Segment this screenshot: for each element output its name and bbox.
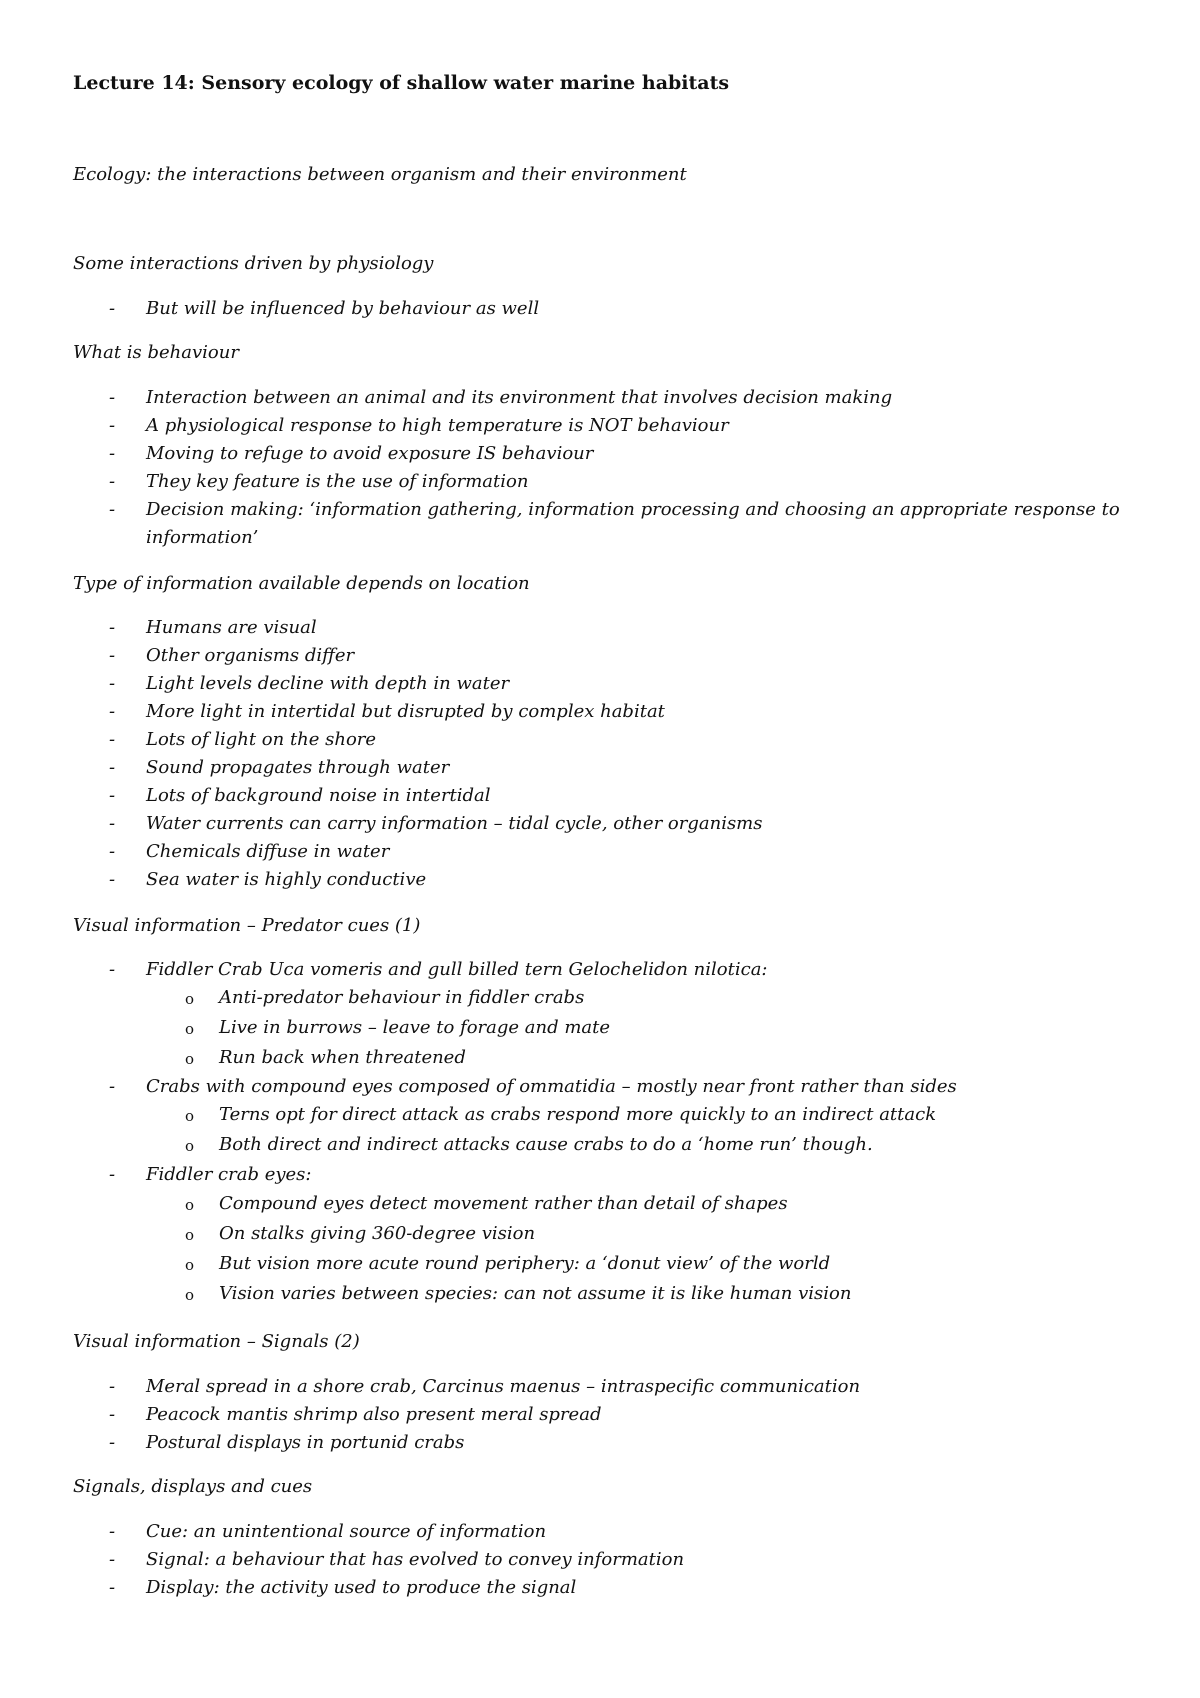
list-item: Other organisms differ [146,645,355,666]
dash-bullet: - [109,443,116,464]
circle-bullet: o [185,1226,195,1244]
circle-bullet: o [185,1137,195,1155]
dash-bullet: - [109,1376,116,1397]
circle-bullet: o [185,1020,195,1038]
list-item: Decision making: ‘information gathering, information processing and choosing an appropriate response to [146,499,1120,520]
circle-bullet: o [185,990,195,1008]
dash-bullet: - [109,757,116,778]
dash-bullet: - [109,1521,116,1542]
dash-bullet: - [109,1404,116,1425]
sub-list-item: Vision varies between species: can not assume it is like human vision [219,1283,852,1304]
dash-bullet: - [109,617,116,638]
list-item: Peacock mantis shrimp also present meral spread [146,1404,602,1425]
dash-bullet: - [109,841,116,862]
list-item: Lots of light on the shore [146,729,377,750]
dash-bullet: - [109,869,116,890]
dash-bullet: - [109,1577,116,1598]
section-heading-signals: Visual information – Signals (2) [73,1331,360,1352]
circle-bullet: o [185,1286,195,1304]
dash-bullet: - [109,1164,116,1185]
list-item: A physiological response to high temperature is NOT behaviour [146,415,729,436]
dash-bullet: - [109,729,116,750]
ecology-definition: Ecology: the interactions between organism and their environment [73,164,687,185]
sub-list-item: On stalks giving 360-degree vision [219,1223,536,1244]
list-item: Display: the activity used to produce the signal [146,1577,577,1598]
sub-list-item: Compound eyes detect movement rather than detail of shapes [219,1193,788,1214]
dash-bullet: - [109,701,116,722]
section-heading-predator-cues: Visual information – Predator cues (1) [73,915,421,936]
list-item: Sea water is highly conductive [146,869,427,890]
circle-bullet: o [185,1050,195,1068]
circle-bullet: o [185,1256,195,1274]
list-item: Signal: a behaviour that has evolved to convey information [146,1549,685,1570]
section-heading-behaviour: What is behaviour [73,342,239,363]
dash-bullet: - [109,1076,116,1097]
list-item: Moving to refuge to avoid exposure IS behaviour [146,443,594,464]
list-item: Lots of background noise in intertidal [146,785,491,806]
list-item: Chemicals diffuse in water [146,841,390,862]
list-item: More light in intertidal but disrupted by complex habitat [146,701,665,722]
section-heading-information-type: Type of information available depends on location [73,573,530,594]
dash-bullet: - [109,645,116,666]
list-item: Postural displays in portunid crabs [146,1432,465,1453]
dash-bullet: - [109,415,116,436]
list-item: But will be influenced by behaviour as well [146,298,540,319]
dash-bullet: - [109,1549,116,1570]
sub-list-item: But vision more acute round periphery: a ‘donut view’ of the world [219,1253,831,1274]
dash-bullet: - [109,387,116,408]
dash-bullet: - [109,471,116,492]
dash-bullet: - [109,499,116,520]
dash-bullet: - [109,673,116,694]
list-item: Water currents can carry information – tidal cycle, other organisms [146,813,763,834]
sub-list-item: Run back when threatened [219,1047,466,1068]
circle-bullet: o [185,1196,195,1214]
list-item: Interaction between an animal and its environment that involves decision making [146,387,893,408]
list-item: Crabs with compound eyes composed of ommatidia – mostly near front rather than sides [146,1076,957,1097]
sub-list-item: Anti-predator behaviour in fiddler crabs [219,987,585,1008]
dash-bullet: - [109,813,116,834]
list-item: They key feature is the use of information [146,471,529,492]
sub-list-item: Live in burrows – leave to forage and mate [219,1017,611,1038]
list-item: Sound propagates through water [146,757,450,778]
section-heading-signals-displays-cues: Signals, displays and cues [73,1476,313,1497]
list-item: Fiddler crab eyes: [146,1164,312,1185]
dash-bullet: - [109,785,116,806]
dash-bullet: - [109,1432,116,1453]
list-item: Meral spread in a shore crab, Carcinus maenus – intraspecific communication [146,1376,861,1397]
sub-list-item: Terns opt for direct attack as crabs respond more quickly to an indirect attack [219,1104,937,1125]
list-item: Fiddler Crab Uca vomeris and gull billed tern Gelochelidon nilotica: [146,959,768,980]
dash-bullet: - [109,298,116,319]
sub-list-item: Both direct and indirect attacks cause crabs to do a ‘home run’ though. [219,1134,873,1155]
list-item: Humans are visual [146,617,317,638]
list-item: Light levels decline with depth in water [146,673,510,694]
circle-bullet: o [185,1107,195,1125]
section-heading-physiology: Some interactions driven by physiology [73,253,434,274]
page-title: Lecture 14: Sensory ecology of shallow water marine habitats [73,72,730,94]
list-item-continuation: information’ [146,527,259,548]
dash-bullet: - [109,959,116,980]
list-item: Cue: an unintentional source of information [146,1521,547,1542]
